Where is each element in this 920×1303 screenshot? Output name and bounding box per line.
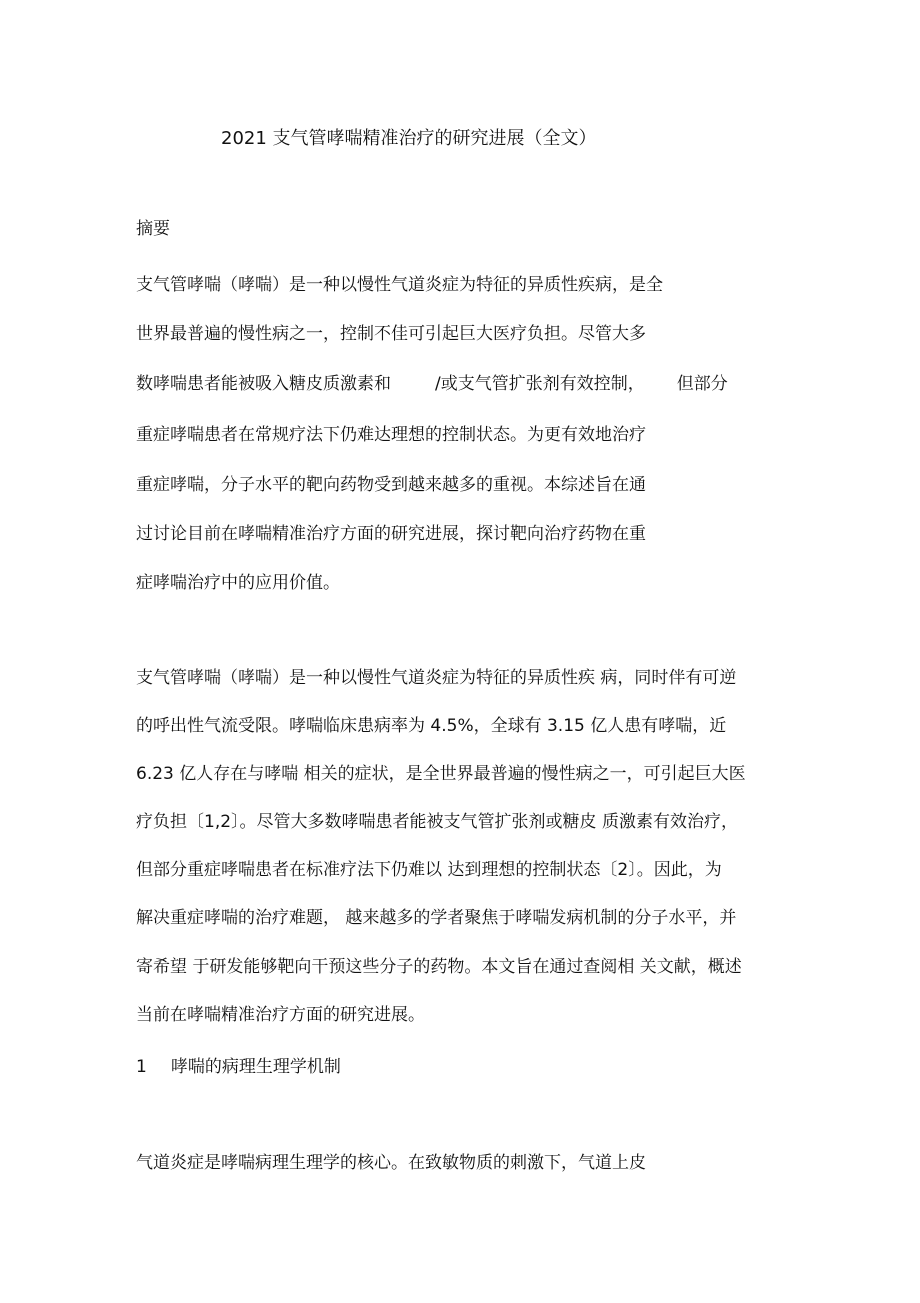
body-line: 解决重症哮喘的治疗难题， 越来越多的学者聚焦于哮喘发病机制的分子水平，并 — [136, 908, 737, 928]
body-line: 支气管哮喘（哮喘）是一种以慢性气道炎症为特征的异质性疾 病，同时伴有可逆 — [136, 668, 737, 688]
abstract-line: 过讨论目前在哮喘精准治疗方面的研究进展，探讨靶向治疗药物在重 — [136, 524, 646, 544]
body-line: 但部分重症哮喘患者在标准疗法下仍难以 达到理想的控制状态〔2〕。因此，为 — [136, 860, 722, 880]
abstract-line: 支气管哮喘（哮喘）是一种以慢性气道炎症为特征的异质性疾病，是全 — [136, 275, 663, 295]
body-line: 6.23 亿人存在与哮喘 相关的症状，是全世界最普遍的慢性病之一，可引起巨大医 — [136, 764, 746, 784]
abstract-line — [136, 373, 728, 395]
section-number: 1 — [136, 1057, 147, 1077]
section-title: 哮喘的病理生理学机制 — [170, 1057, 341, 1077]
abstract-line: 重症哮喘患者在常规疗法下仍难达理想的控制状态。为更有效地治疗 — [136, 425, 646, 445]
abstract-line-part: 但部分 — [676, 374, 728, 394]
body-line: 当前在哮喘精准治疗方面的研究进展。 — [136, 1005, 425, 1025]
section-heading — [136, 1056, 341, 1078]
abstract-line-part: /或支气管扩张剂有效控制， — [435, 374, 645, 394]
body-line: 寄希望 于研发能够靶向干预这些分子的药物。本文旨在通过查阅相 关文献，概述 — [136, 957, 742, 977]
document-title: 2021 支气管哮喘精准治疗的研究进展（全文） — [221, 128, 597, 149]
body-line: 气道炎症是哮喘病理生理学的核心。在致敏物质的刺激下，气道上皮 — [136, 1153, 646, 1173]
abstract-heading: 摘要 — [136, 219, 170, 239]
abstract-line-part: 数哮喘患者能被吸入糖皮质激素和 — [136, 374, 391, 394]
abstract-line: 症哮喘治疗中的应用价值。 — [136, 573, 340, 593]
body-line: 的呼出性气流受限。哮喘临床患病率为 4.5%，全球有 3.15 亿人患有哮喘，近 — [136, 716, 727, 736]
abstract-line: 重症哮喘，分子水平的靶向药物受到越来越多的重视。本综述旨在通 — [136, 475, 646, 495]
abstract-line: 世界最普遍的慢性病之一，控制不佳可引起巨大医疗负担。尽管大多 — [136, 324, 646, 344]
body-line: 疗负担〔1,2〕。尽管大多数哮喘患者能被支气管扩张剂或糖皮 质激素有效治疗， — [136, 812, 738, 832]
